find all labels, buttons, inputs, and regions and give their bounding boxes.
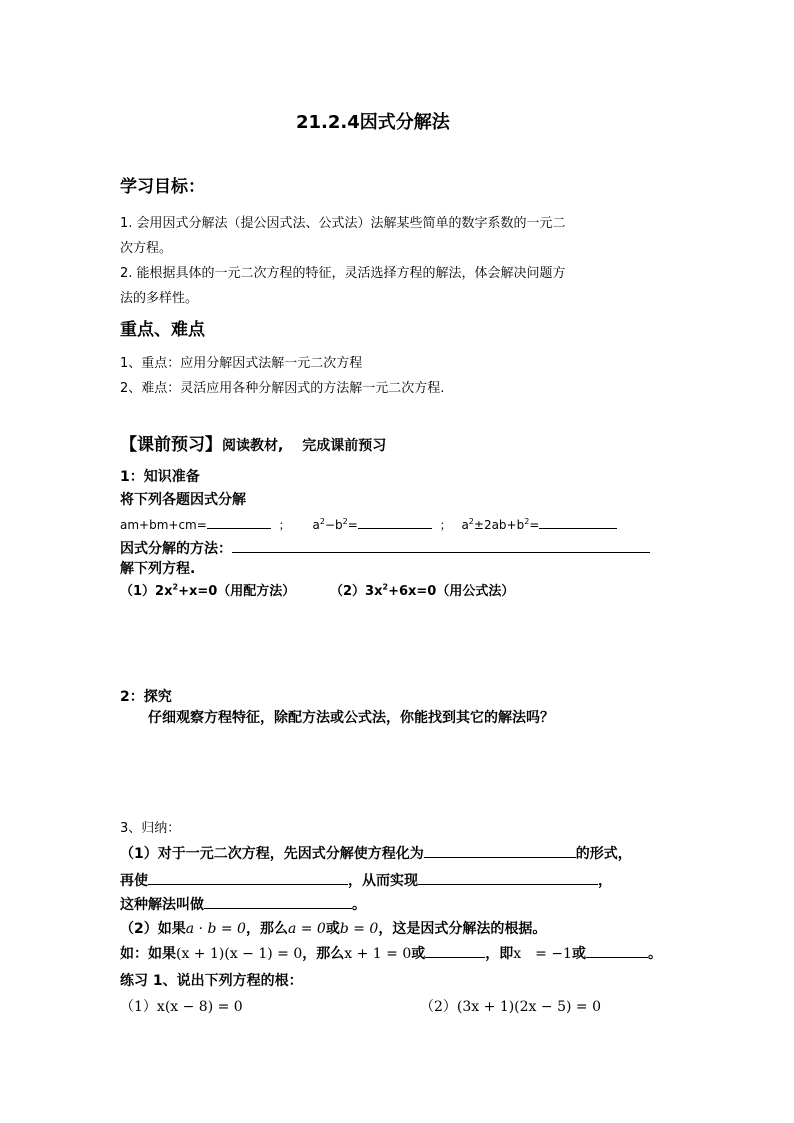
expr-2 — [312, 518, 357, 532]
separator-2: ； — [439, 518, 452, 532]
objective-1-line-1: 1. 会用因式分解法（提公因式法、公式法）法解某些简单的数字系数的一元二 — [120, 216, 566, 231]
math-a-zero: a = 0 — [287, 921, 326, 937]
summary-line-2 — [120, 870, 612, 890]
summary-line-4-text: （2）如果 — [120, 921, 186, 937]
key-point-1: 1、重点：应用分解因式法解一元二次方程 — [120, 356, 363, 371]
explore-text: 仔细观察方程特征，除配方法或公式法，你能找到其它的解法吗？ — [148, 710, 554, 726]
practice-title: 练习 1、说出下列方程的根： — [120, 973, 303, 989]
practice-question-1 — [120, 996, 243, 1016]
summary-line-4 — [120, 918, 546, 938]
example-end: 。 — [647, 946, 662, 962]
expr-2-b: −b — [324, 518, 343, 532]
example-or-1: 或 — [411, 946, 426, 962]
equation-2 — [330, 580, 514, 599]
math-example-x-plus-1: x + 1 = 0 — [344, 946, 412, 962]
expr-3-sup-1: 2 — [468, 517, 474, 526]
expr-3-a: a — [461, 518, 469, 532]
summary-line-2-text: 再使 — [120, 873, 148, 889]
explore-title: 2：探究 — [120, 689, 172, 705]
equation-1-tail: +x=0（用配方法） — [178, 584, 296, 599]
equation-2-tail: +6x=0（用公式法） — [388, 584, 515, 599]
blank-example-1[interactable] — [425, 943, 485, 958]
preview-heading-bracket: 【课前预习】 — [120, 435, 222, 455]
summary-line-4-end: ，这是因式分解法的根据。 — [378, 921, 547, 937]
summary-example — [120, 943, 662, 963]
summary-line-2-mid: ，从而实现 — [348, 873, 418, 889]
example-text: 如：如果 — [120, 946, 176, 962]
example-then: ，那么 — [302, 946, 345, 962]
solve-label: 解下列方程. — [120, 561, 196, 577]
blank-method-name[interactable] — [204, 894, 352, 909]
summary-line-2-end: ， — [598, 873, 612, 889]
math-ab-zero: a · b = 0 — [185, 921, 246, 937]
blank-method[interactable] — [232, 538, 650, 553]
expr-2-c: = — [347, 518, 358, 532]
summary-line-1-text: （1）对于一元二次方程，先因式分解使方程化为 — [120, 846, 424, 862]
summary-title: 3、归纳： — [120, 821, 181, 836]
math-example-x-neg1: x = −1 — [513, 946, 572, 962]
equation-1-head: （1）2x — [120, 584, 173, 599]
blank-expr-2[interactable] — [358, 514, 432, 529]
equation-2-sup: 2 — [382, 582, 389, 592]
page-title: 21.2.4因式分解法 — [296, 112, 450, 133]
method-label: 因式分解的方法： — [120, 541, 232, 557]
expr-2-a: a — [312, 518, 320, 532]
practice-q2-equation: (3x + 1)(2x − 5) = 0 — [456, 999, 601, 1015]
blank-form[interactable] — [424, 843, 576, 858]
objectives-heading: 学习目标： — [120, 177, 205, 197]
blank-make[interactable] — [148, 870, 348, 885]
objective-2-line-1: 2. 能根据具体的一元二次方程的特征，灵活选择方程的解法，体会解决问题方 — [120, 266, 566, 281]
expr-3 — [461, 518, 539, 532]
expr-3-c: = — [529, 518, 540, 532]
objective-1-line-2: 次方程。 — [120, 241, 173, 256]
expr-2-sup-2: 2 — [342, 517, 348, 526]
blank-expr-3[interactable] — [539, 514, 617, 529]
blank-expr-1[interactable] — [207, 514, 271, 529]
separator-1: ； — [278, 518, 291, 532]
blank-achieve[interactable] — [418, 870, 598, 885]
math-b-zero: b = 0 — [339, 921, 379, 937]
method-row — [120, 538, 650, 558]
factorize-row — [120, 514, 617, 533]
math-example-product: (x + 1)(x − 1) = 0 — [176, 946, 303, 962]
key-point-2: 2、难点：灵活应用各种分解因式的方法解一元二次方程. — [120, 381, 445, 396]
example-ie: ，即 — [485, 946, 514, 962]
equation-2-head: （2）3x — [330, 584, 383, 599]
preview-heading — [120, 430, 386, 455]
equation-1-sup: 2 — [172, 582, 179, 592]
summary-line-3-text: 这种解法叫做 — [120, 897, 204, 913]
example-or-2: 或 — [571, 946, 586, 962]
equation-1 — [120, 580, 295, 599]
summary-line-3-end: 。 — [352, 897, 366, 913]
practice-q1-number: （1） — [120, 999, 157, 1015]
practice-question-2 — [420, 996, 601, 1016]
summary-line-1-end: 的形式， — [575, 846, 632, 862]
summary-line-4-then: ，那么 — [245, 921, 288, 937]
key-points-heading: 重点、难点 — [120, 320, 205, 340]
knowledge-prep-title: 1：知识准备 — [120, 469, 200, 485]
preview-heading-rest: 阅读教材, 完成课前预习 — [222, 438, 387, 454]
expr-2-sup-1: 2 — [319, 517, 325, 526]
summary-line-3 — [120, 894, 366, 914]
factorize-instruction: 将下列各题因式分解 — [120, 492, 246, 508]
objective-2-line-2: 法的多样性。 — [120, 291, 199, 306]
practice-q2-number: （2） — [420, 999, 457, 1015]
practice-q1-equation: x(x − 8) = 0 — [156, 999, 243, 1015]
blank-example-2[interactable] — [586, 943, 648, 958]
expr-3-b: ±2ab+b — [473, 518, 525, 532]
summary-line-1 — [120, 843, 632, 863]
expr-3-sup-2: 2 — [524, 517, 530, 526]
expr-1: am+bm+cm= — [120, 518, 207, 532]
summary-line-4-or: 或 — [325, 921, 340, 937]
